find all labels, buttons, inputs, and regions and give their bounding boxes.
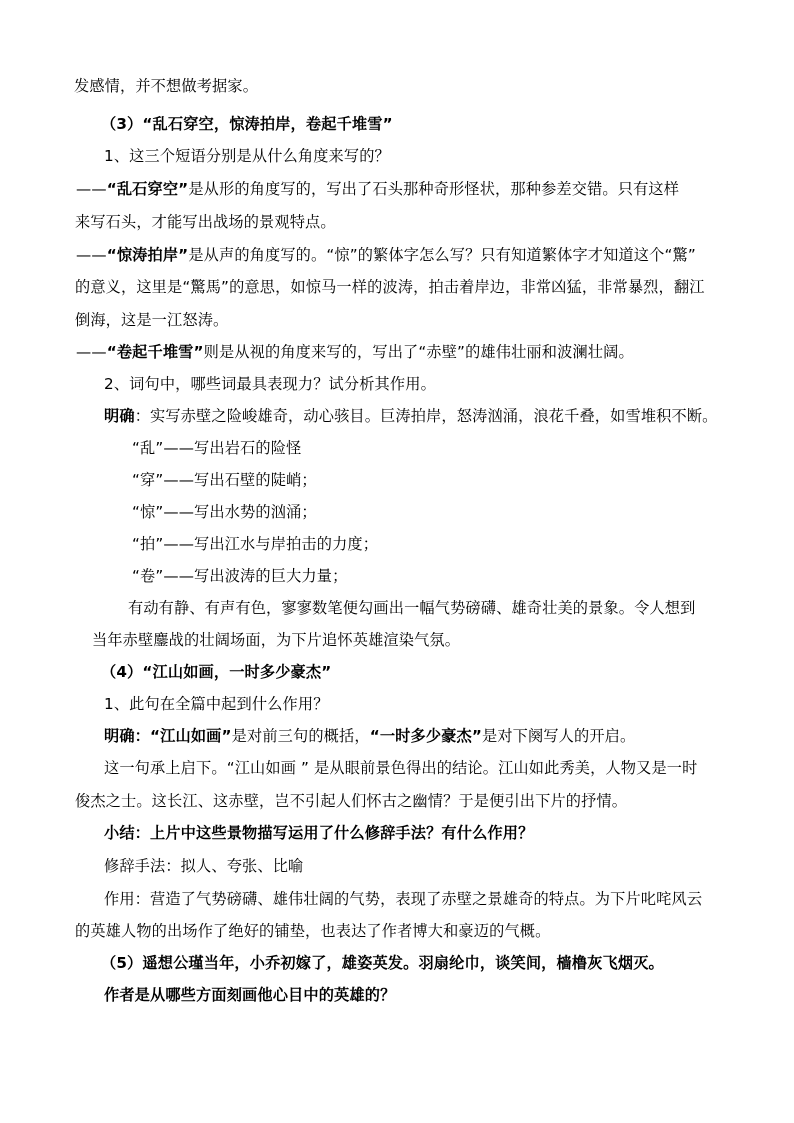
list-item [132, 566, 347, 586]
list-item [132, 534, 378, 554]
text: 来写石头，才能写出战场的景观特点。 [75, 213, 336, 231]
text: 这一句承上启下。“江山如画 ” 是从眼前景色得出的结论。江山如此秀美，人物又是一时 [104, 759, 698, 777]
text: 1、此句在全篇中起到什么作用？ [104, 695, 329, 713]
text-line [128, 598, 696, 618]
text-line [92, 630, 460, 650]
question-line [104, 985, 395, 1005]
bold-text: 明确： [104, 727, 151, 745]
text-line [104, 758, 697, 778]
text: 是从形的角度写的，写出了石头那种奇形怪状，那种参差交错。只有这样 [188, 180, 680, 198]
text: 倒海，这是一江怒涛。 [75, 311, 229, 329]
bold-text: “江山如画” [150, 727, 232, 745]
text-line [75, 791, 627, 811]
bold-text: 明确 [104, 407, 135, 425]
text: “拍”——写出江水与岸拍击的力度； [132, 535, 379, 553]
text: “乱”——写出岩石的险怪 [132, 439, 302, 457]
text: 是对前三句的概括， [231, 727, 370, 745]
text: 1、这三个短语分别是从什么角度来写的？ [104, 147, 390, 165]
text: 的意义，这里是“驚馬”的意思，如惊马一样的波涛，拍击着岸边，非常凶猛，非常暴烈，翻江 [75, 278, 705, 296]
text: 修辞手法：拟人、夸张、比喻 [104, 857, 304, 875]
bold-text: “卷起千堆雪” [106, 343, 204, 361]
list-item [132, 502, 317, 522]
text-line [75, 310, 228, 330]
text: 有动有静、有声有色，寥寥数笔便勾画出一幅气势磅礴、雄奇壮美的景象。令人想到 [128, 599, 696, 617]
text-line [75, 921, 550, 941]
answer-line [104, 726, 635, 746]
answer-line [104, 406, 718, 426]
text: 俊杰之士。这长江、这赤壁，岂不引起人们怀古之幽情？于是便引出下片的抒情。 [75, 792, 628, 810]
text: 则是从视的角度来写的，写出了“赤壁”的雄伟壮丽和波澜壮阔。 [203, 343, 634, 361]
text-line [104, 856, 303, 876]
bold-text: “一时多少豪杰” [369, 727, 482, 745]
text: 是对下阕写人的开启。 [481, 727, 636, 745]
text: 2、词句中，哪些词最具表现力？试分析其作用。 [104, 375, 436, 393]
text: —— [76, 343, 107, 361]
question-line [104, 146, 390, 166]
section-heading-5 [101, 953, 664, 973]
bold-text: “乱石穿空” [106, 180, 189, 198]
text: “穿”——写出石壁的陡峭； [132, 471, 317, 489]
text-line [76, 342, 634, 362]
text: “卷”——写出波涛的巨大力量； [132, 567, 348, 585]
bold-text: “惊涛拍岸” [106, 246, 189, 264]
text: —— [76, 180, 107, 198]
text: 当年赤壁鏖战的壮阔场面，为下片追怀英雄渲染气氛。 [92, 631, 461, 649]
list-item [132, 438, 301, 458]
text: 是从声的角度写的。“惊”的繁体字怎么写？只有知道繁体字才知道这个“驚” [188, 246, 696, 264]
text: 的英雄人物的出场作了绝好的铺垫，也表达了作者博大和豪迈的气概。 [75, 922, 551, 940]
text: ：实写赤壁之险峻雄奇，动心骇目。巨涛拍岸，怒涛汹涌，浪花千叠，如雪堆积不断。 [134, 407, 718, 425]
section-heading-3 [101, 114, 393, 134]
text-line [76, 179, 679, 199]
text: “惊”——写出水势的汹涌； [132, 503, 317, 521]
bold-text: 作者是从哪些方面刻画他心目中的英雄的？ [104, 986, 396, 1004]
bold-text: （4）“江山如画，一时多少豪杰” [101, 663, 332, 681]
text: 作用：营造了气势磅礴、雄伟壮阔的气势，表现了赤壁之景雄奇的特点。为下片叱咤风云 [104, 890, 703, 908]
text: 发感情，并不想做考据家。 [74, 77, 259, 95]
list-item [132, 470, 317, 490]
section-heading-4 [101, 662, 331, 682]
summary-heading [104, 823, 533, 843]
text-line [74, 76, 258, 96]
text-line [104, 889, 702, 909]
question-line [104, 374, 436, 394]
text-line [76, 245, 696, 265]
question-line [104, 694, 329, 714]
bold-text: （3）“乱石穿空，惊涛拍岸，卷起千堆雪” [101, 115, 393, 133]
text-line [75, 212, 336, 232]
bold-text: （5）遥想公瑾当年，小乔初嫁了，雄姿英发。羽扇纶巾，谈笑间，樯橹灰飞烟灭。 [101, 954, 664, 972]
text: —— [76, 246, 107, 264]
text-line [75, 277, 705, 297]
bold-text: 小结：上片中这些景物描写运用了什么修辞手法？有什么作用？ [104, 824, 534, 842]
